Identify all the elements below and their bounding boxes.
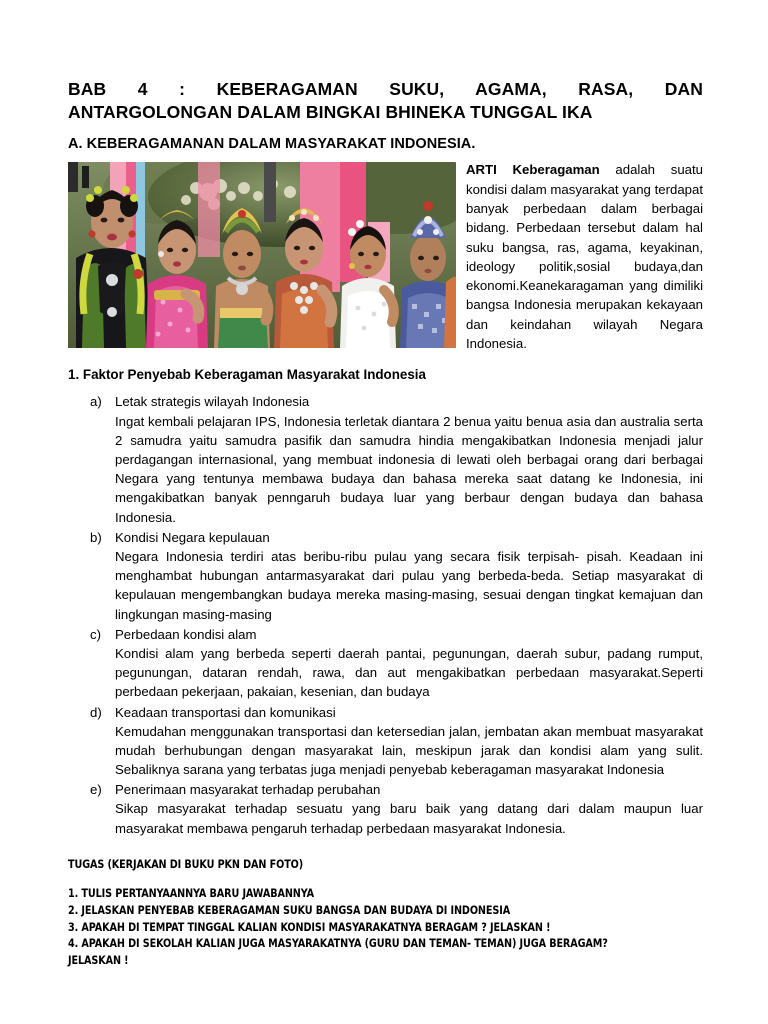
tugas-item: 3. APAKAH DI TEMPAT TINGGAL KALIAN KONDISI MASYARAKATNYA BERAGAM ? JELASKAN !	[68, 919, 551, 934]
list-marker: c)	[90, 626, 101, 642]
list-item-title: Kondisi Negara kepulauan	[115, 529, 270, 545]
list-item-body: Kondisi alam yang berbeda seperti daerah pantai, pegunungan, daerah subur, padang rumput, pegunungan, dataran rendah, rawa, dan aut mengakibatkan perbedaan masyarakat.Seperti perbedaan pekerjaan, pakaian, kesenian, dan budaya	[115, 645, 703, 700]
indonesian-children-traditional-costumes-photo	[68, 162, 456, 348]
list-item-body: Kemudahan menggunakan transportasi dan ketersedian jalan, jembatan akan membuat masyarakat mudah berhubungan dengan masyarakat lain, meskipun jarak dan kondisi alam yang sulit. Sebaliknya sarana yang terbatas juga menjadi penyebab keberagaman masyarakat Indonesia	[115, 723, 703, 778]
tugas-title: TUGAS (KERJAKAN DI BUKU PKN DAN FOTO)	[68, 856, 304, 871]
tugas-question-list	[68, 885, 665, 969]
list-item-body: Sikap masyarakat terhadap sesuatu yang baru baik yang datang dari dalam maupun luar masyarakat membawa pengaruh terhadap perbedaan masyarakat Indonesia.	[115, 801, 703, 836]
list-item-body: Ingat kembali pelajaran IPS, Indonesia terletak diantara 2 benua yaitu benua asia dan australia serta 2 samudra yaitu samudra pasifik dan samudra hindia mengakibatkan Indonesia menjadi jalur perdagangan internasional, yang membuat indonesia di lewati oleh berbagai orang dari berbagai Negara yang tentunya membawa budaya dan bahasa mereka saat datang ke Indonesia, ini mengakibatkan banyak penngaruh budaya luar yang berbaur dengan budaya dan bahasa Indonesia.	[115, 413, 703, 525]
list-item-body: Negara Indonesia terdiri atas beribu-ribu pulau yang secara fisik terpisah- pisah. Keadaan ini menghambat hubungan antarmasyarakat dari pulau yang berbeda-beda. Setiap masyarakat di kepulauan mengembangkan budaya mereka masing-masing, sesuai dengan tingkat kemajuan dan lingkungan masing-masing	[115, 548, 703, 622]
factors-list	[68, 392, 703, 837]
intro-body-text: adalah suatu kondisi dalam masyarakat yang terdapat banyak perbedaan dalam berbagai bidang. Perbedaan tersebut dalam hal suku bangsa, ras, agama, keyakinan, ideology politik,sosial budaya,dan ekonomi.Keanekaragaman yang dimiliki bangsa Indonesia merupakan kekayaan dan keindahan wilayah Negara Indonesia.	[466, 162, 703, 352]
section-heading-a: A. KEBERAGAMANAN DALAM MASYARAKAT INDONESIA.	[68, 136, 476, 153]
list-item	[68, 528, 703, 624]
list-item-title: Keadaan transportasi dan komunikasi	[115, 704, 336, 720]
chapter-title-line-2: ANTARGOLONGAN DALAM BINGKAI BHINEKA TUNGGAL IKA	[68, 102, 593, 123]
list-item	[68, 625, 703, 702]
list-item-title: Penerimaan masyarakat terhadap perubahan	[115, 782, 381, 798]
list-marker: a)	[90, 394, 102, 410]
tugas-section	[68, 857, 665, 969]
list-marker: d)	[90, 704, 102, 720]
tugas-item: 4. APAKAH DI SEKOLAH KALIAN JUGA MASYARAKATNYA (GURU DAN TEMAN- TEMAN) JUGA BERAGAM?	[68, 936, 608, 951]
tugas-item: 2. JELASKAN PENYEBAB KEBERAGAMAN SUKU BANGSA DAN BUDAYA DI INDONESIA	[68, 902, 511, 917]
list-item-title: Perbedaan kondisi alam	[115, 626, 257, 642]
list-item-title: Letak strategis wilayah Indonesia	[115, 394, 310, 410]
list-marker: e)	[90, 782, 102, 798]
tugas-item: 1. TULIS PERTANYAANNYA BARU JAWABANNYA	[68, 885, 314, 900]
intro-paragraph-block	[68, 160, 703, 353]
sub-heading-factors: 1. Faktor Penyebab Keberagaman Masyarakat Indonesia	[68, 367, 426, 383]
chapter-title-line-1: BAB 4 : KEBERAGAMAN SUKU, AGAMA, RASA, DAN	[68, 79, 703, 99]
list-item	[68, 780, 703, 838]
list-item	[68, 392, 703, 526]
chapter-title	[68, 78, 703, 124]
list-marker: b)	[90, 529, 102, 545]
tugas-item: JELASKAN !	[68, 953, 129, 968]
photo-illustration	[68, 162, 456, 348]
intro-lead-label: ARTI Keberagaman	[466, 162, 600, 178]
list-item	[68, 703, 703, 780]
